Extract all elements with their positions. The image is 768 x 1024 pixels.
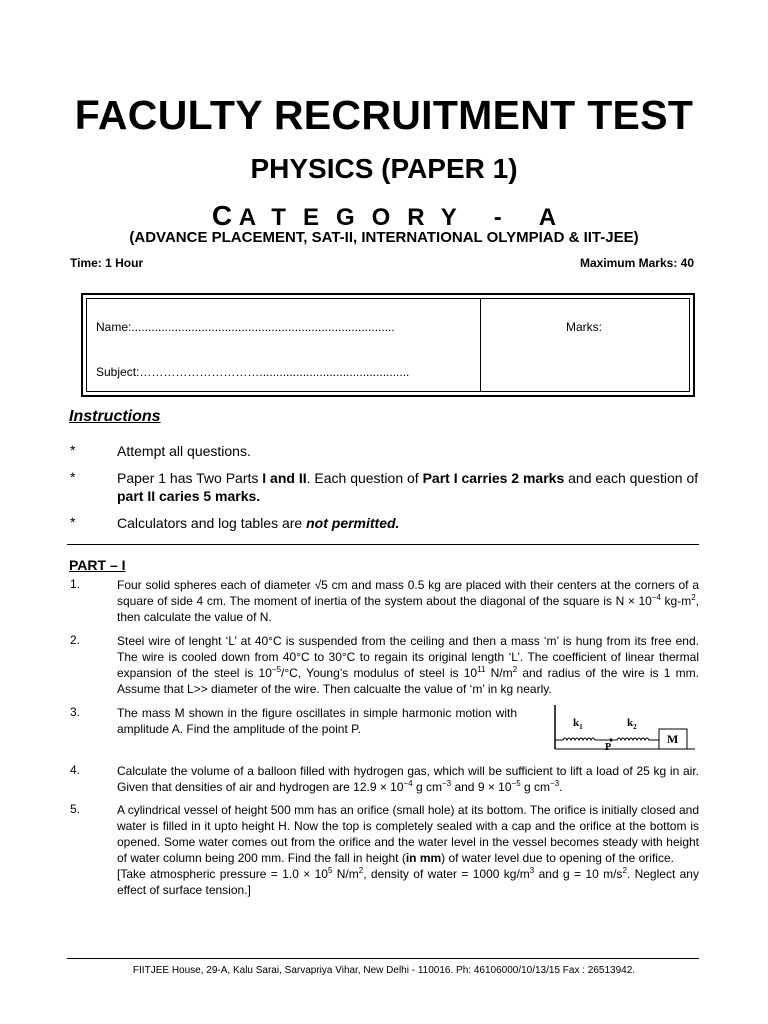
bullet-2: * — [70, 469, 76, 485]
candidate-details-inner — [86, 298, 690, 392]
footer-divider — [67, 958, 699, 959]
category-initial: C — [211, 200, 233, 231]
audience-line: (ADVANCE PLACEMENT, SAT-II, INTERNATIONAL OLYMPIAD & IIT-JEE) — [129, 229, 639, 246]
bullet-1: * — [70, 442, 76, 458]
name-field[interactable]: Name:............................................................................... — [96, 320, 395, 334]
label-p: P — [605, 742, 612, 751]
instruction-2: Paper 1 has Two Parts I and II. Each question of Part I carries 2 marks and each question of part II caries 5 marks. — [117, 470, 699, 504]
label-m: M — [667, 732, 679, 746]
spring-k2 — [613, 738, 659, 740]
instruction-1: Attempt all questions. — [117, 443, 251, 459]
section-divider — [67, 544, 699, 545]
question-4: Calculate the volume of a balloon filled with hydrogen gas, which will be sufficient to lift a load of 25 kg in air. Given that densities of air and hydrogen are $12.9 \times 10^{-4}$ g $cm^{-3}$ and $9 \times 10^{-5}$ g $cm^{-3}$. — [117, 764, 699, 794]
part-title: PART – I — [69, 557, 126, 573]
question-number: 5. — [70, 802, 81, 816]
question-1: Four solid spheres each of diameter √5 cm and mass 0.5 kg are placed with their centers at the corners of a square of side 4 cm. The moment of inertia of the system about the diagonal of the square is $N \times 10^{-4}$ $kg-m^2$, then calculate the value of N. — [117, 578, 700, 624]
question-number: 2. — [70, 633, 81, 647]
instruction-3: Calculators and log tables are not permitted. — [117, 515, 400, 531]
category-word: ATEGORY — [238, 204, 474, 231]
box-divider — [480, 299, 481, 391]
paper-subtitle: PHYSICS (PAPER 1) — [250, 153, 518, 184]
label-k1: $k_1$ — [573, 717, 583, 731]
label-k2: $k_2$ — [627, 717, 637, 731]
spring-k1 — [555, 738, 609, 740]
instructions-title: Instructions — [69, 408, 161, 425]
question-2: Steel wire of lenght ‘L’ at 40°C is suspended from the ceiling and then a mass ‘m’ is hung from its free end. The wire is cooled down from 40°C to 30°C to regain its original length ‘L’. The coefficient of linear thermal expansion of the steel is $10^{-5}/^\circ C$, Young’s modulus of steel is $10^{11}$ $N/m^2$ and radius of the wire is 1 mm. Assume that L>> diameter of the wire. Then calcualte the value of ‘m’ in kg nearly. — [117, 634, 699, 696]
subject-field[interactable]: Subject:…………………………............................................. — [96, 365, 410, 379]
question-number: 4. — [70, 763, 81, 777]
question-number: 1. — [70, 577, 81, 591]
page-title: FACULTY RECRUITMENT TEST — [74, 92, 694, 138]
max-marks-label: Maximum Marks: 40 — [579, 256, 694, 270]
question-number: 3. — [70, 705, 81, 719]
time-label: Time: 1 Hour — [70, 256, 144, 270]
footer-address: FIITJEE House, 29-A, Kalu Sarai, Sarvapriya Vihar, New Delhi - 110016. Ph: 46106000/10/13/15 Fax : 26513942. — [132, 965, 636, 976]
question-3: The mass M shown in the figure oscillates in simple harmonic motion with amplitude A. Find the amplitude of the point P. — [117, 706, 517, 736]
bullet-3: * — [70, 514, 76, 530]
category-letter: A — [538, 204, 557, 231]
spring-mass-figure — [553, 703, 697, 751]
question-5: A cylindrical vessel of height 500 mm has an orifice (small hole) at its bottom. The orifice is initially closed and water is filled in it upto height H. Now the top is completely sealed with a cap and the orifice at the bottom is opened. Some water comes out from the orifice and the water level in the vessel becomes steady with height of water column being 200 mm. Find the fall in height (in mm) of water level due to opening of the orifice. [Take atmospheric pressure = $1.0 \times 10^5$ $N/m^2$, density of water = 1000 $kg/m^3$ and g = 10 $m/s^2$. Neglect any effect of surface tension.] — [117, 803, 699, 897]
candidate-details-box — [81, 293, 695, 397]
marks-field[interactable]: Marks: — [566, 320, 602, 334]
category-dash: - — [493, 204, 519, 231]
category-heading — [0, 200, 768, 232]
